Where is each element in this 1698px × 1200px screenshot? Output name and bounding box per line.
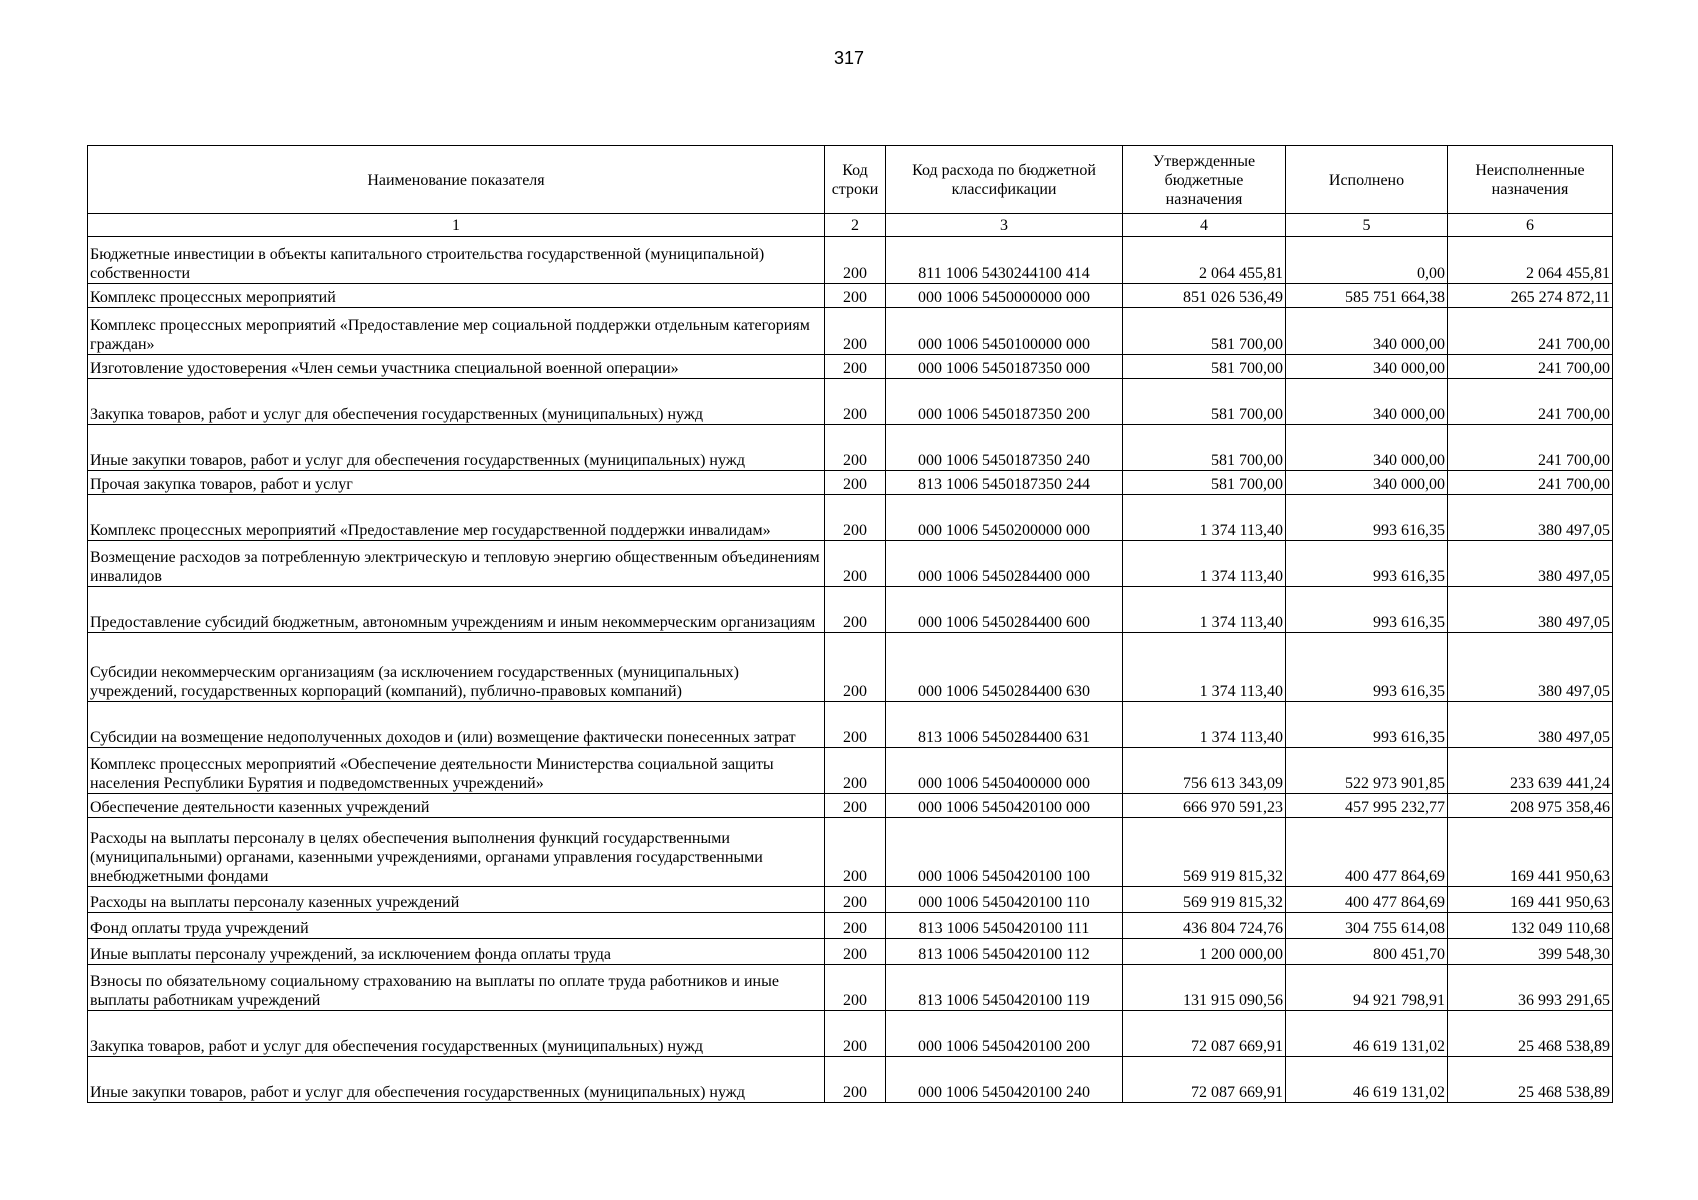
row-code: 200: [825, 702, 886, 748]
table-row: [88, 794, 1613, 818]
executed-amount: 304 755 614,08: [1286, 913, 1448, 939]
row-code: 200: [825, 748, 886, 794]
column-number-row: [88, 214, 1613, 237]
executed-amount: 522 973 901,85: [1286, 748, 1448, 794]
header-budget-code: Код расхода по бюджетной классификации: [886, 146, 1123, 214]
unexecuted-amount: 36 993 291,65: [1448, 965, 1613, 1011]
executed-amount: 46 619 131,02: [1286, 1057, 1448, 1103]
approved-amount: 1 374 113,40: [1123, 702, 1286, 748]
table-row: [88, 748, 1613, 794]
unexecuted-amount: 380 497,05: [1448, 541, 1613, 587]
budget-code: 000 1006 5450000000 000: [886, 284, 1123, 308]
executed-amount: 993 616,35: [1286, 495, 1448, 541]
row-code: 200: [825, 818, 886, 887]
executed-amount: 94 921 798,91: [1286, 965, 1448, 1011]
budget-code: 000 1006 5450284400 600: [886, 587, 1123, 633]
budget-code: 813 1006 5450187350 244: [886, 471, 1123, 495]
header-indicator-name: Наименование показателя: [88, 146, 825, 214]
unexecuted-amount: 2 064 455,81: [1448, 237, 1613, 284]
row-code: 200: [825, 284, 886, 308]
approved-amount: 72 087 669,91: [1123, 1057, 1286, 1103]
indicator-name: Иные закупки товаров, работ и услуг для обеспечения государственных (муниципальных) нужд: [88, 425, 825, 471]
row-code: 200: [825, 587, 886, 633]
table-row: [88, 913, 1613, 939]
approved-amount: 581 700,00: [1123, 355, 1286, 379]
approved-amount: 2 064 455,81: [1123, 237, 1286, 284]
approved-amount: 581 700,00: [1123, 425, 1286, 471]
indicator-name: Закупка товаров, работ и услуг для обеспечения государственных (муниципальных) нужд: [88, 379, 825, 425]
table-row: [88, 1011, 1613, 1057]
indicator-name: Фонд оплаты труда учреждений: [88, 913, 825, 939]
table-row: [88, 965, 1613, 1011]
executed-amount: 340 000,00: [1286, 355, 1448, 379]
table-row: [88, 308, 1613, 355]
indicator-name: Обеспечение деятельности казенных учреждений: [88, 794, 825, 818]
indicator-name: Комплекс процессных мероприятий «Обеспечение деятельности Министерства социальной защиты населения Республики Бурятия и подведомственных учреждений»: [88, 748, 825, 794]
row-code: 200: [825, 887, 886, 913]
executed-amount: 585 751 664,38: [1286, 284, 1448, 308]
unexecuted-amount: 399 548,30: [1448, 939, 1613, 965]
row-code: 200: [825, 471, 886, 495]
budget-code: 813 1006 5450284400 631: [886, 702, 1123, 748]
approved-amount: 1 374 113,40: [1123, 541, 1286, 587]
unexecuted-amount: 241 700,00: [1448, 379, 1613, 425]
unexecuted-amount: 241 700,00: [1448, 355, 1613, 379]
table-row: [88, 355, 1613, 379]
table-row: [88, 1057, 1613, 1103]
budget-code: 000 1006 5450420100 200: [886, 1011, 1123, 1057]
unexecuted-amount: 169 441 950,63: [1448, 818, 1613, 887]
row-code: 200: [825, 939, 886, 965]
budget-code: 813 1006 5450420100 111: [886, 913, 1123, 939]
budget-code: 000 1006 5450200000 000: [886, 495, 1123, 541]
budget-code: 813 1006 5450420100 112: [886, 939, 1123, 965]
indicator-name: Изготовление удостоверения «Член семьи участника специальной военной операции»: [88, 355, 825, 379]
approved-amount: 1 374 113,40: [1123, 633, 1286, 702]
executed-amount: 993 616,35: [1286, 702, 1448, 748]
approved-amount: 581 700,00: [1123, 379, 1286, 425]
table-row: [88, 541, 1613, 587]
approved-amount: 131 915 090,56: [1123, 965, 1286, 1011]
budget-code: 000 1006 5450400000 000: [886, 748, 1123, 794]
column-number: 3: [886, 214, 1123, 237]
approved-amount: 756 613 343,09: [1123, 748, 1286, 794]
unexecuted-amount: 380 497,05: [1448, 587, 1613, 633]
indicator-name: Субсидии на возмещение недополученных доходов и (или) возмещение фактически понесенных затрат: [88, 702, 825, 748]
header-approved: Утвержденные бюджетные назначения: [1123, 146, 1286, 214]
row-code: 200: [825, 379, 886, 425]
approved-amount: 569 919 815,32: [1123, 818, 1286, 887]
indicator-name: Иные выплаты персоналу учреждений, за исключением фонда оплаты труда: [88, 939, 825, 965]
column-number: 4: [1123, 214, 1286, 237]
table-row: [88, 887, 1613, 913]
row-code: 200: [825, 355, 886, 379]
column-number: 2: [825, 214, 886, 237]
unexecuted-amount: 233 639 441,24: [1448, 748, 1613, 794]
unexecuted-amount: 380 497,05: [1448, 702, 1613, 748]
table-row: [88, 702, 1613, 748]
executed-amount: 400 477 864,69: [1286, 818, 1448, 887]
indicator-name: Взносы по обязательному социальному страхованию на выплаты по оплате труда работников и иные выплаты работникам учреждений: [88, 965, 825, 1011]
indicator-name: Возмещение расходов за потребленную электрическую и тепловую энергию общественным объединениям инвалидов: [88, 541, 825, 587]
executed-amount: 340 000,00: [1286, 425, 1448, 471]
indicator-name: Субсидии некоммерческим организациям (за исключением государственных (муниципальных) учреждений, государственных корпораций (компаний), публично-правовых компаний): [88, 633, 825, 702]
budget-code: 811 1006 5430244100 414: [886, 237, 1123, 284]
table-row: [88, 237, 1613, 284]
indicator-name: Закупка товаров, работ и услуг для обеспечения государственных (муниципальных) нужд: [88, 1011, 825, 1057]
budget-code: 000 1006 5450284400 000: [886, 541, 1123, 587]
executed-amount: 340 000,00: [1286, 471, 1448, 495]
executed-amount: 340 000,00: [1286, 379, 1448, 425]
indicator-name: Комплекс процессных мероприятий «Предоставление мер государственной поддержки инвалидам»: [88, 495, 825, 541]
row-code: 200: [825, 633, 886, 702]
indicator-name: Прочая закупка товаров, работ и услуг: [88, 471, 825, 495]
approved-amount: 569 919 815,32: [1123, 887, 1286, 913]
header-executed: Исполнено: [1286, 146, 1448, 214]
budget-code: 000 1006 5450100000 000: [886, 308, 1123, 355]
executed-amount: 993 616,35: [1286, 541, 1448, 587]
approved-amount: 581 700,00: [1123, 471, 1286, 495]
indicator-name: Комплекс процессных мероприятий «Предоставление мер социальной поддержки отдельным категориям граждан»: [88, 308, 825, 355]
row-code: 200: [825, 1057, 886, 1103]
budget-code: 000 1006 5450420100 100: [886, 818, 1123, 887]
budget-code: 000 1006 5450187350 000: [886, 355, 1123, 379]
unexecuted-amount: 208 975 358,46: [1448, 794, 1613, 818]
approved-amount: 666 970 591,23: [1123, 794, 1286, 818]
column-number: 1: [88, 214, 825, 237]
table-row: [88, 471, 1613, 495]
unexecuted-amount: 132 049 110,68: [1448, 913, 1613, 939]
header-row-code: Код строки: [825, 146, 886, 214]
column-number: 5: [1286, 214, 1448, 237]
indicator-name: Бюджетные инвестиции в объекты капитального строительства государственной (муниципальной) собственности: [88, 237, 825, 284]
indicator-name: Расходы на выплаты персоналу в целях обеспечения выполнения функций государственными (муниципальными) органами, казенными учреждениями, органами управления государственными внебюджетными фондами: [88, 818, 825, 887]
approved-amount: 436 804 724,76: [1123, 913, 1286, 939]
table-row: [88, 587, 1613, 633]
unexecuted-amount: 380 497,05: [1448, 495, 1613, 541]
budget-code: 813 1006 5450420100 119: [886, 965, 1123, 1011]
approved-amount: 72 087 669,91: [1123, 1011, 1286, 1057]
row-code: 200: [825, 425, 886, 471]
executed-amount: 0,00: [1286, 237, 1448, 284]
budget-code: 000 1006 5450187350 200: [886, 379, 1123, 425]
budget-code: 000 1006 5450187350 240: [886, 425, 1123, 471]
unexecuted-amount: 241 700,00: [1448, 425, 1613, 471]
unexecuted-amount: 241 700,00: [1448, 471, 1613, 495]
executed-amount: 46 619 131,02: [1286, 1011, 1448, 1057]
row-code: 200: [825, 237, 886, 284]
budget-code: 000 1006 5450420100 000: [886, 794, 1123, 818]
approved-amount: 581 700,00: [1123, 308, 1286, 355]
table-body: [88, 237, 1613, 1103]
unexecuted-amount: 265 274 872,11: [1448, 284, 1613, 308]
executed-amount: 400 477 864,69: [1286, 887, 1448, 913]
table-row: [88, 284, 1613, 308]
indicator-name: Расходы на выплаты персоналу казенных учреждений: [88, 887, 825, 913]
budget-execution-table: [87, 145, 1613, 1103]
table-row: [88, 495, 1613, 541]
budget-code: 000 1006 5450284400 630: [886, 633, 1123, 702]
executed-amount: 800 451,70: [1286, 939, 1448, 965]
approved-amount: 1 374 113,40: [1123, 587, 1286, 633]
indicator-name: Комплекс процессных мероприятий: [88, 284, 825, 308]
unexecuted-amount: 380 497,05: [1448, 633, 1613, 702]
row-code: 200: [825, 794, 886, 818]
unexecuted-amount: 241 700,00: [1448, 308, 1613, 355]
indicator-name: Иные закупки товаров, работ и услуг для обеспечения государственных (муниципальных) нужд: [88, 1057, 825, 1103]
indicator-name: Предоставление субсидий бюджетным, автономным учреждениям и иным некоммерческим организациям: [88, 587, 825, 633]
header-row: [88, 146, 1613, 214]
header-unexecuted: Неисполненные назначения: [1448, 146, 1613, 214]
page-number: 317: [833, 48, 865, 68]
executed-amount: 340 000,00: [1286, 308, 1448, 355]
unexecuted-amount: 25 468 538,89: [1448, 1011, 1613, 1057]
table-row: [88, 379, 1613, 425]
row-code: 200: [825, 541, 886, 587]
row-code: 200: [825, 308, 886, 355]
table-row: [88, 425, 1613, 471]
approved-amount: 851 026 536,49: [1123, 284, 1286, 308]
approved-amount: 1 200 000,00: [1123, 939, 1286, 965]
executed-amount: 457 995 232,77: [1286, 794, 1448, 818]
table-row: [88, 818, 1613, 887]
table-row: [88, 939, 1613, 965]
unexecuted-amount: 25 468 538,89: [1448, 1057, 1613, 1103]
budget-code: 000 1006 5450420100 110: [886, 887, 1123, 913]
row-code: 200: [825, 913, 886, 939]
column-number: 6: [1448, 214, 1613, 237]
unexecuted-amount: 169 441 950,63: [1448, 887, 1613, 913]
budget-code: 000 1006 5450420100 240: [886, 1057, 1123, 1103]
row-code: 200: [825, 965, 886, 1011]
approved-amount: 1 374 113,40: [1123, 495, 1286, 541]
executed-amount: 993 616,35: [1286, 587, 1448, 633]
row-code: 200: [825, 1011, 886, 1057]
table-row: [88, 633, 1613, 702]
row-code: 200: [825, 495, 886, 541]
executed-amount: 993 616,35: [1286, 633, 1448, 702]
